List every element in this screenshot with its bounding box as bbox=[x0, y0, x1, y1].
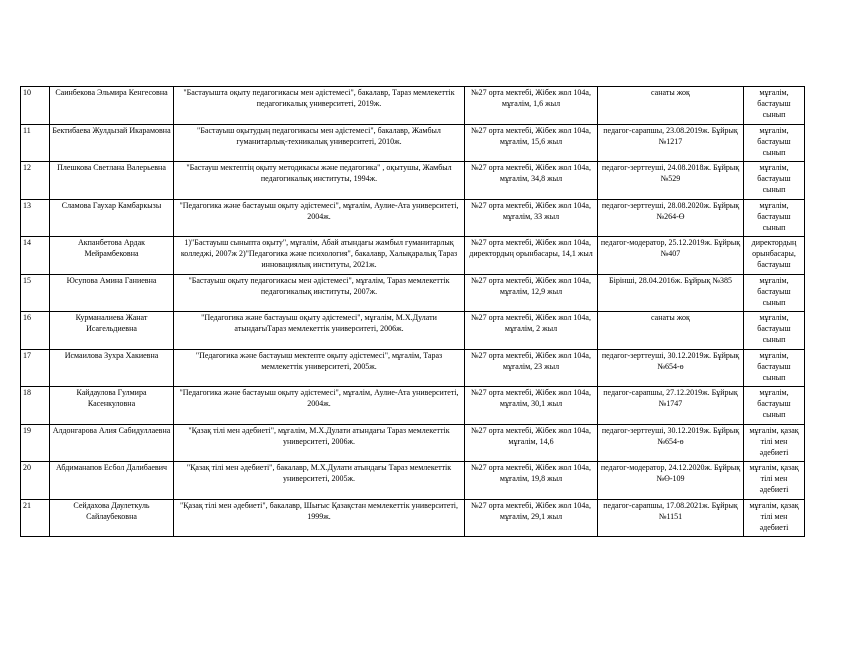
qualification-category: педагог-модератор, 25.12.2019ж. Бұйрық №407 bbox=[598, 237, 744, 275]
qualification-category: педагог-зерттеуші, 30.12.2019ж. Бұйрық №654-ө bbox=[598, 424, 744, 462]
table-row bbox=[21, 87, 805, 125]
table-row bbox=[21, 199, 805, 237]
table-row bbox=[21, 274, 805, 312]
qualification-category: педагог-сарапшы, 27.12.2019ж. Бұйрық №1747 bbox=[598, 387, 744, 425]
teacher-name: Кайдаулова Гулмира Касенкуловна bbox=[50, 387, 174, 425]
teacher-name: Акпанбетова Ардак Мейрамбековна bbox=[50, 237, 174, 275]
teacher-name: Плешкова Светлана Валерьевна bbox=[50, 162, 174, 200]
table-row bbox=[21, 312, 805, 350]
table-row bbox=[21, 237, 805, 275]
teacher-name: Исмаилова Зухра Хакиевна bbox=[50, 349, 174, 387]
row-number: 12 bbox=[21, 162, 50, 200]
row-number: 16 bbox=[21, 312, 50, 350]
position-title: директордың орынбасары, бастауыш bbox=[744, 237, 805, 275]
education-info: "Педагогика және бастауыш мектепте оқыту әдістемесі", мұғалім, Тараз мемлекеттік университеті, 2005ж. bbox=[174, 349, 465, 387]
education-info: "Бастауыш оқытудың педагогикасы мен әдістемесі", бакалавр, Жамбыл гуманитарлық-техникалық университеті, 2010ж. bbox=[174, 124, 465, 162]
workplace-info: №27 орта мектебі, Жібек жол 104а, мұғалім, 12,9 жыл bbox=[465, 274, 598, 312]
position-title: мұғалім, бастауыш сынып bbox=[744, 199, 805, 237]
row-number: 19 bbox=[21, 424, 50, 462]
table-row bbox=[21, 162, 805, 200]
qualification-category: санаты жоқ bbox=[598, 312, 744, 350]
row-number: 13 bbox=[21, 199, 50, 237]
education-info: "Бастауш мектептің оқыту методикасы және педагогика" , оқытушы, Жамбыл педагогикалық институты, 1994ж. bbox=[174, 162, 465, 200]
education-info: "Педагогика және бастауыш оқыту әдістемесі", мұғалім, М.Х.Дулати атындағыТараз мемлекеттік университеті, 2006ж. bbox=[174, 312, 465, 350]
workplace-info: №27 орта мектебі, Жібек жол 104а, мұғалім, 23 жыл bbox=[465, 349, 598, 387]
staff-table bbox=[20, 86, 805, 537]
teacher-name: Алдонгарова Алия Сабидуллаевна bbox=[50, 424, 174, 462]
teacher-name: Саинбекова Эльмира Кенгесовна bbox=[50, 87, 174, 125]
table-row bbox=[21, 124, 805, 162]
position-title: мұғалім, бастауыш сынып bbox=[744, 162, 805, 200]
workplace-info: №27 орта мектебі, Жібек жол 104а, мұғалім, 34,8 жыл bbox=[465, 162, 598, 200]
workplace-info: №27 орта мектебі, Жібек жол 104а, мұғалім, 19,8 жыл bbox=[465, 462, 598, 500]
position-title: мұғалім, қазақ тілі мен әдебиеті bbox=[744, 499, 805, 537]
row-number: 11 bbox=[21, 124, 50, 162]
table-row bbox=[21, 387, 805, 425]
position-title: мұғалім, бастауыш сынып bbox=[744, 349, 805, 387]
education-info: "Қазақ тілі мен әдебиеті", бакалавр, М.Х.Дулати атындағы Тараз мемлекеттік университеті, 2005ж. bbox=[174, 462, 465, 500]
teacher-name: Абдиманапов Есбол Далибаевич bbox=[50, 462, 174, 500]
teacher-name: Юсупова Амина Ганиевна bbox=[50, 274, 174, 312]
teacher-name: Бектибаева Жулдызай Икарамовна bbox=[50, 124, 174, 162]
workplace-info: №27 орта мектебі, Жібек жол 104а, мұғалім, 1,6 жыл bbox=[465, 87, 598, 125]
education-info: "Бастауыш оқыту педагогикасы мен әдістемесі", мұғалім, Тараз мемлекеттік педагогикалық институты, 2007ж. bbox=[174, 274, 465, 312]
workplace-info: №27 орта мектебі, Жібек жол 104а, мұғалім, 14,6 bbox=[465, 424, 598, 462]
row-number: 14 bbox=[21, 237, 50, 275]
position-title: мұғалім, бастауыш сынып bbox=[744, 87, 805, 125]
table-row bbox=[21, 462, 805, 500]
workplace-info: №27 орта мектебі, Жібек жол 104а, мұғалім, 29,1 жыл bbox=[465, 499, 598, 537]
row-number: 17 bbox=[21, 349, 50, 387]
position-title: мұғалім, бастауыш сынып bbox=[744, 124, 805, 162]
workplace-info: №27 орта мектебі, Жібек жол 104а, директордың орынбасары, 14,1 жыл bbox=[465, 237, 598, 275]
qualification-category: педагог-зерттеуші, 28.08.2020ж. Бұйрық №264-Ө bbox=[598, 199, 744, 237]
teacher-name: Курманалиева Жанат Исагельдиевна bbox=[50, 312, 174, 350]
qualification-category: педагог-сарапшы, 23.08.2019ж. Бұйрық №1217 bbox=[598, 124, 744, 162]
position-title: мұғалім, бастауыш сынып bbox=[744, 312, 805, 350]
position-title: мұғалім, бастауыш сынып bbox=[744, 274, 805, 312]
education-info: "Қазақ тілі мен әдебиеті", мұғалім, М.Х.Дулати атындағы Тараз мемлекеттік университеті, 2006ж. bbox=[174, 424, 465, 462]
education-info: "Педагогика және бастауыш оқыту әдістемесі", мұғалім, Аулие-Ата университеті, 2004ж. bbox=[174, 199, 465, 237]
table-row bbox=[21, 424, 805, 462]
row-number: 10 bbox=[21, 87, 50, 125]
position-title: мұғалім, бастауыш сынып bbox=[744, 387, 805, 425]
row-number: 18 bbox=[21, 387, 50, 425]
teacher-name: Сламова Гаухар Камбаркызы bbox=[50, 199, 174, 237]
workplace-info: №27 орта мектебі, Жібек жол 104а, мұғалім, 15,6 жыл bbox=[465, 124, 598, 162]
qualification-category: педагог-модератор, 24.12.2020ж. Бұйрық №Ө-109 bbox=[598, 462, 744, 500]
position-title: мұғалім, қазақ тілі мен әдебиеті bbox=[744, 424, 805, 462]
row-number: 15 bbox=[21, 274, 50, 312]
row-number: 21 bbox=[21, 499, 50, 537]
qualification-category: санаты жоқ bbox=[598, 87, 744, 125]
qualification-category: Бірінші, 28.04.2016ж. Бұйрық №385 bbox=[598, 274, 744, 312]
workplace-info: №27 орта мектебі, Жібек жол 104а, мұғалім, 30,1 жыл bbox=[465, 387, 598, 425]
table-row bbox=[21, 349, 805, 387]
row-number: 20 bbox=[21, 462, 50, 500]
staff-table-body bbox=[21, 87, 805, 537]
education-info: 1)"Бастауыш сыныпта оқыту", мұғалім, Абай атындағы жамбыл гуманитарлық колледжі, 2007ж 2)"Педагогика және психология", бакалавр, Халықаралық Тараз инновациялық институты, 2021ж. bbox=[174, 237, 465, 275]
qualification-category: педагог-сарапшы, 17.08.2021ж. Бұйрық №1151 bbox=[598, 499, 744, 537]
workplace-info: №27 орта мектебі, Жібек жол 104а, мұғалім, 33 жыл bbox=[465, 199, 598, 237]
education-info: "Қазақ тілі мен әдебиеті", бакалавр, Шығыс Қазақстан мемлекеттік университеті, 1999ж. bbox=[174, 499, 465, 537]
position-title: мұғалім, қазақ тілі мен әдебиеті bbox=[744, 462, 805, 500]
qualification-category: педагог-зерттеуші, 24.08.2018ж. Бұйрық №529 bbox=[598, 162, 744, 200]
education-info: "Бастауышта оқыту педагогикасы мен әдістемесі", бакалавр, Тараз мемлекеттік педагогикалық университеті, 2019ж. bbox=[174, 87, 465, 125]
workplace-info: №27 орта мектебі, Жібек жол 104а, мұғалім, 2 жыл bbox=[465, 312, 598, 350]
teacher-name: Сейдахова Даулеткуль Сайлаубековна bbox=[50, 499, 174, 537]
education-info: "Педагогика және бастауыш оқыту әдістемесі", мұғалім, Аулие-Ата университеті, 2004ж. bbox=[174, 387, 465, 425]
table-row bbox=[21, 499, 805, 537]
qualification-category: педагог-зерттеуші, 30.12.2019ж. Бұйрық №654-ө bbox=[598, 349, 744, 387]
